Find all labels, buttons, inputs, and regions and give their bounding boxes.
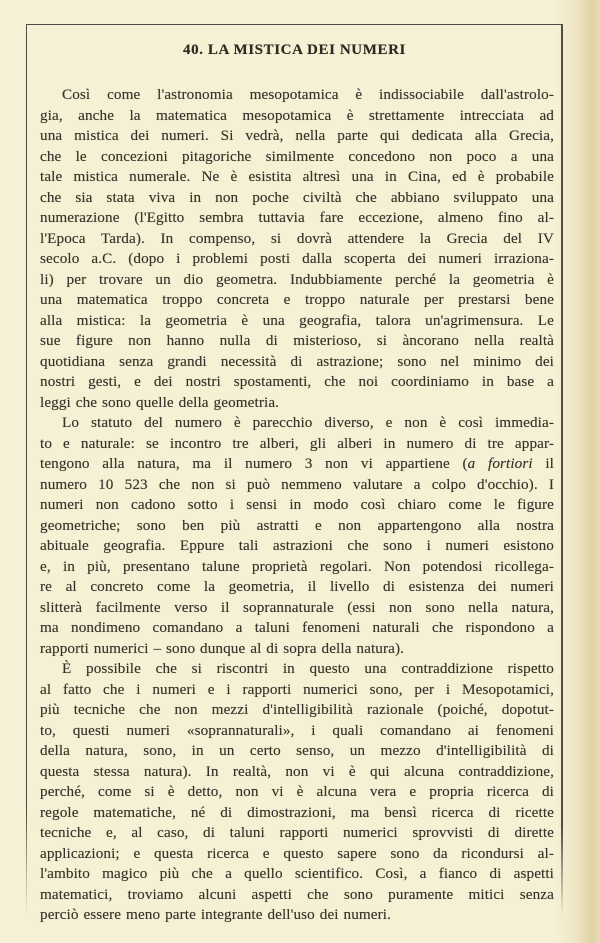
text-line: gia, anche la matematica mesopotamica è strettamente intrecciata ad [40,106,554,124]
text-line: secolo a.C. (dopo i problemi posti dalla scoperta dei numeri irraziona- [40,250,554,267]
text-line: matematici, troviamo alcuni aspetti che sono puramente mitici senza [40,885,554,903]
text-line: una mistica dei numeri. Si vedrà, nella parte qui dedicata alla Grecia, [40,127,554,144]
paragraph [40,413,554,659]
text-line: slitterà facilmente verso il soprannaturale (essi non sono nella natura, [40,598,554,616]
text-line: più tecniche che non mezzi d'intelligibilità razionale (poiché, dopotut- [40,701,554,718]
chapter-title: 40. LA MISTICA DEI NUMERI [183,42,406,58]
text-line: nostri gesti, e dei nostri spostamenti, che noi coordiniamo in base a [40,373,554,390]
text-line: to, questi numeri «soprannaturali», i quali comandano ai fenomeni [40,721,554,739]
text-line: perché, come si è detto, non vi è alcuna vera e propria ricerca di [40,783,554,800]
text-line: applicazioni; e questa ricerca e questo sapere sono da ricondursi al- [40,844,554,862]
text-line: to e naturale: se incontro tre alberi, gli alberi in numero di tre appar- [40,434,554,452]
text-line: re al concreto come la geometria, il livello di esistenza dei numeri [40,578,554,595]
text-line: che le concezioni pitagoriche similmente concedono non poco a una [40,147,554,165]
text-line: questa stessa natura). In realtà, non vi è qui alcuna contraddizione, [40,762,554,780]
frame-top-rule [26,24,563,25]
text-line: della natura, sono, in un certo senso, un mezzo d'intelligibilità di [40,742,554,759]
text-line: È possibile che si riscontri in questo una contraddizione rispetto [62,660,554,677]
text-line: numero 10 523 che non si può nemmeno valutare a colpo d'occhio). I [40,475,554,493]
text-line: rapporti numerici – sono dunque al di sopra della natura). [40,639,405,657]
text-line: li) per trovare un dio geometra. Indubbiamente perché la geometria è [40,270,554,288]
text-line: ma nondimeno comandano a taluni fenomeni naturali che rispondono a [40,619,554,636]
text-line: abituale geografia. Eppure tali astrazioni che sono i numeri esistono [40,537,554,554]
frame-left-rule [26,24,27,916]
text-line: e, in più, presentano talune proprietà regolari. Non potendosi ricollega- [40,557,554,575]
text-line: tengono alla natura, ma il numero 3 non vi appartiene (a fortiori il [40,455,554,472]
text-line: geometriche; sono ben più astratti e non appartengono alla nostra [40,516,554,534]
text-line: una matematica troppo concreta e troppo naturale per prestarsi bene [40,291,554,308]
text-line: numeri non cadono sotto i sensi in modo così chiaro come le figure [40,496,554,513]
text-line: sue figure non hanno nulla di misterioso, si àncorano nella realtà [40,332,554,349]
text-line: perciò essere meno parte integrante dell'uso dei numeri. [40,906,392,923]
text-line: l'ambito magico più che a quello scientifico. Così, a fianco di aspetti [40,865,554,882]
text-line: leggi che sono quelle della geometria. [40,393,280,411]
page-text [40,85,554,926]
text-line: che sia stata viva in non poche civiltà che abbiano sviluppato una [40,188,554,206]
text-line: Così come l'astronomia mesopotamica è indissociabile dall'astrolo- [62,86,554,103]
text-line: l'Epoca Tarda). In compenso, si dovrà attendere la Grecia del IV [40,229,554,247]
frame-right-rule [561,24,563,916]
text-line: quotidiana senza grandi necessità di astrazione; sono nel minimo dei [40,352,554,370]
text-line: tecniche e, al caso, di taluni rapporti numerici sprovvisti di dirette [40,824,554,841]
paragraph [40,85,554,413]
text-line: regole matematiche, né di dimostrazioni, ma bensì ricerca di ricette [40,803,554,821]
paragraph [40,659,554,926]
text-line: numerazione (l'Egitto sembra tuttavia fare eccezione, almeno fino al- [40,209,554,226]
text-line: Lo statuto del numero è parecchio diverso, e non è così immedia- [62,414,554,431]
text-line: al fatto che i numeri e i rapporti numerici sono, per i Mesopotamici, [40,680,554,698]
text-line: alla mistica: la geometria è una geografia, talora un'agrimensura. Le [40,311,554,329]
text-line: tale mistica numerale. Ne è esistita altresì una in Cina, ed è probabile [40,168,554,185]
